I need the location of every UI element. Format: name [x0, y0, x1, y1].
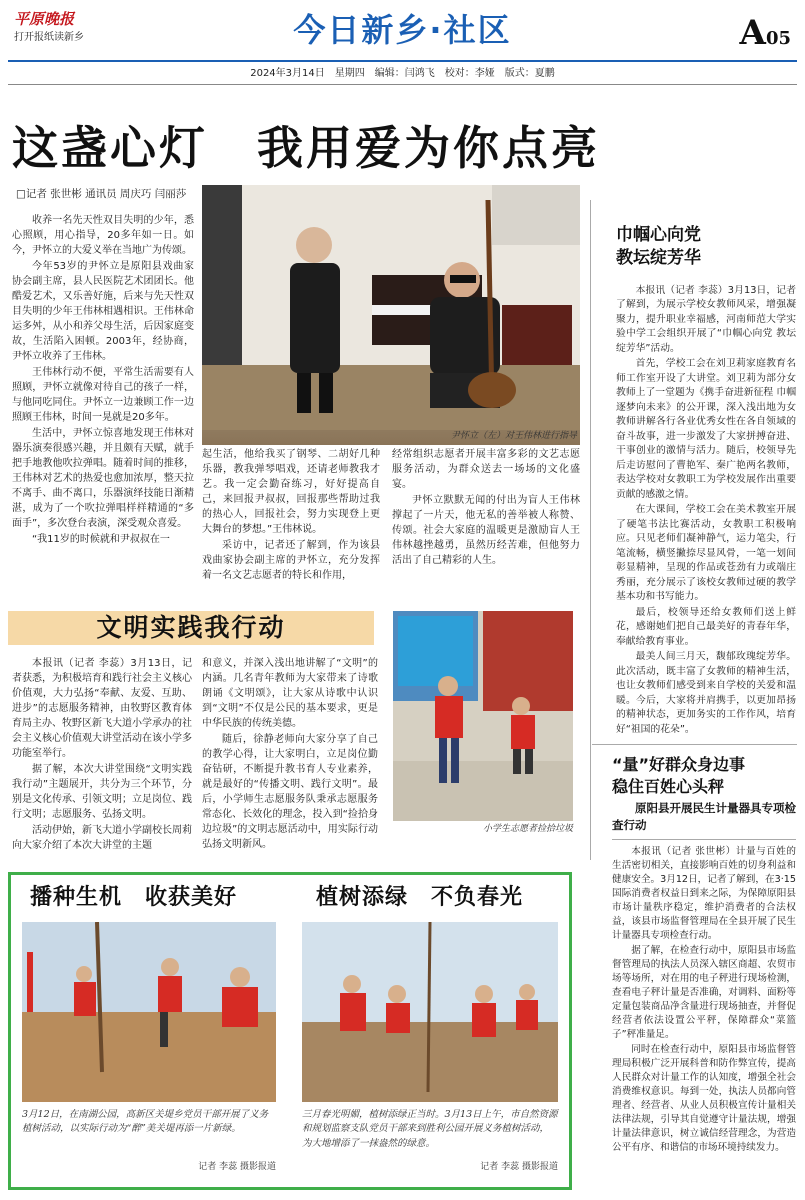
civil-paragraph: 随后，徐静老师向大家分享了自己的教学心得，让大家明白，立足岗位勤奋钻研，不断提升教书育人专业素养，就是最好的“传播文明、践行文明”。最后，小学师生志愿服务队秉承志愿服务常态化、长效化的理念，投入到“捡拾身边垃圾”的文明志愿活动中，用实际行动弘扬文明新风。 — [202, 734, 378, 850]
civil-banner: 文明实践我行动 — [8, 611, 374, 645]
right-top-title-line1: 巾帼心向党 — [616, 225, 701, 245]
main-col-1 — [12, 213, 194, 548]
left-planting-caption: 3月12日，在南湖公园，高新区关堤乡党员干部开展了义务植树活动，以实际行动为“醉”美关堤再添一片新绿。 — [22, 1109, 269, 1135]
civil-paragraph: 和意义，并深入浅出地讲解了“文明”的内涵。几名青年教师为大家带来了诗歌朗诵《文明颂》，让大家从诗歌中认识到“文明”不仅是公民的基本要求，更是中华民族的传统美德。 — [202, 658, 378, 729]
civil-col-1 — [12, 656, 192, 854]
right-top-paragraph: 在大课间，学校工会在美术教室开展了硬笔书法比赛活动，女教职工积极响应。只见老师们凝神静气，运力笔尖，行笔流畅，横竖撇捺尽显风骨，一笔一划间彰显精神，呈现的作品或苍劲有力或端庄秀丽，充分展示了该校女教师过硬的教学基本功和书写能力。 — [616, 504, 796, 603]
main-paragraph: 尹怀立默默无闻的付出为盲人王伟林撑起了一片天，他无私的善举被人称赞、传颂。社会大家庭的温暖更是激励盲人王伟林越挫越勇，虽然历经苦难，但他努力活出了自己精彩的人生。 — [392, 495, 580, 566]
main-col-2 — [202, 447, 380, 584]
civil-photo-caption: 小学生志愿者捡拾垃圾 — [482, 824, 573, 834]
main-paragraph: 起生活，他给我买了钢琴、二胡好几种乐器，教我弹琴唱戏，还请老师教我才艺。我一定会勤奋练习，好好提高自己，来回报尹叔叔，回报那些帮助过我的热心人，回报社会，努力实现登上更大舞台的梦想。”王伟林说。 — [202, 449, 380, 535]
music-scene-illustration — [202, 185, 580, 430]
right-bottom-title-line1: “量”好群众身边事 — [612, 755, 746, 774]
page-letter: A — [739, 13, 766, 53]
main-photo-caption: 尹怀立（左）对王伟林进行指导 — [450, 431, 577, 441]
right-bottom-title — [612, 754, 745, 797]
right-top-paragraph: 最后，校领导还给女教师们送上鲜花，感谢她们把自己最美好的青春年华，奉献给教育事业。 — [616, 606, 796, 647]
right-bottom-title-line2: 稳住百姓心头秤 — [612, 776, 725, 796]
header-divider — [8, 84, 797, 85]
newspaper-slogan: 打开报纸读新乡 — [14, 32, 84, 43]
main-headline: 这盏心灯 我用爱为你点亮 — [12, 121, 600, 175]
left-planting-title: 播种生机 收获美好 — [30, 885, 238, 910]
main-paragraph: 经常组织志愿者开展丰富多彩的文艺志愿服务活动，为群众送去一场场的文化盛宴。 — [392, 449, 580, 490]
civil-paragraph: 据了解，本次大讲堂围绕“文明实践我行动”主题展开，共分为三个环节，分别是文化传承、引领文明；立足岗位、践行文明；志愿服务、弘扬文明。 — [12, 764, 192, 820]
right-bottom-paragraph: 本报讯（记者 张世彬）计量与百姓的生活密切相关，直接影响百姓的切身利益和健康安全。3月12日，记者了解到，在3·15国际消费者权益日到来之际，为保障原阳县市场计量秩序稳定，维护消费者的合法权益，该县市场监督管理局在全县开展了民生计量器具专项检查行动。 — [612, 846, 796, 941]
left-planting-photo — [22, 922, 276, 1102]
civil-col-2 — [202, 656, 378, 853]
right-top-body — [616, 284, 796, 738]
tree-planting-scene-illustration — [302, 922, 558, 1102]
page-number — [740, 8, 791, 59]
right-planting-caption: 三月春光明媚，植树添绿正当时。3月13日上午，市自然资源和规划监察支队党员干部来到胜利公园开展义务植树活动，为大地增添了一抹盎然的绿意。 — [302, 1109, 558, 1149]
main-paragraph: 生活中，尹怀立惊喜地发现王伟林对器乐演奏很感兴趣，并且颇有天赋，就手把手地教他吹拉弹唱。随着时间的推移，王伟林对艺术的热爱也愈加浓厚，整天拉不离手、曲不离口，乐器演绎技能日渐精湛，成为了一个吹拉弹唱样样精通的“多面手”，多次登台表演，深受观众喜爱。 — [12, 428, 194, 529]
civil-paragraph: 活动伊始，新飞大道小学副校长周莉向大家介绍了本次大讲堂的主题 — [12, 825, 192, 851]
subtitle-divider — [612, 839, 796, 840]
right-top-title-line2: 教坛绽芳华 — [616, 247, 701, 268]
right-planting-credit: 记者 李蕊 摄影报道 — [480, 1162, 558, 1172]
civil-photo — [393, 611, 573, 821]
newspaper-logo: 平原晚报 — [14, 10, 75, 28]
volunteer-scene-illustration — [393, 611, 573, 821]
main-photo — [202, 185, 580, 445]
page-digits: 05 — [765, 28, 791, 49]
header-rule — [8, 60, 797, 62]
main-paragraph: 收养一名先天性双目失明的少年，悉心照顾，用心指导，20多年如一日。如今，尹怀立的大爱义举在当地广为传颂。 — [12, 215, 194, 256]
left-planting-credit: 记者 李蕊 摄影报道 — [198, 1162, 276, 1172]
right-bottom-paragraph: 据了解，在检查行动中，原阳县市场监督管理局的执法人员深入辖区商超、农贸市场等场所，对在用的电子秤进行现场检测，查看电子秤计量是否准确，对调料、面粉等定量包装商品净含量进行现场抽查，并督促经营者依法设置公平秤，保障群众“菜篮子”秤准量足。 — [612, 945, 796, 1040]
section-title: 今日新乡·社区 — [293, 11, 512, 49]
right-bottom-body — [612, 845, 796, 1156]
main-paragraph: 王伟林行动不便，平常生活需要有人照顾，尹怀立就像对待自己的孩子一样，与他同吃同住。尹怀立一边兼顾工作一边照顾王伟林，时间一晃就是20多年。 — [12, 367, 194, 423]
main-col-3 — [392, 447, 580, 569]
right-planting-title: 植树添绿 不负春光 — [316, 885, 524, 910]
right-top-paragraph: 本报讯（记者 李蕊）3月13日，记者了解到，为展示学校女教师风采，增强凝聚力，提升职业幸福感，河南师范大学实验中学工会组织开展了“巾帼心向党 教坛绽芳华”活动。 — [616, 285, 796, 354]
right-bottom-subtitle: 原阳县开展民生计量器具专项检查行动 — [612, 801, 796, 833]
right-top-paragraph: 最美人间三月天，馥郁玫瑰绽芳华。此次活动，既丰富了女教师的精神生活，也让女教师们感受到来自学校的关爱和温暖。今后，大家将并肩携手，以更加昂扬的精神状态，更加务实的工作作风，培育好“祖国的花朵”。 — [616, 651, 796, 735]
civil-paragraph: 本报讯（记者 李蕊）3月13日，记者获悉，为积极培育和践行社会主义核心价值观，大力弘扬“奉献、友爱、互助、进步”的志愿服务精神，由牧野区教育体育局主办、牧野区新飞大道小学承办的社会主义核心价值观大讲堂活动在该小学多功能室举行。 — [12, 658, 192, 759]
right-bottom-paragraph: 同时在检查行动中，原阳县市场监督管理局积极广泛开展科普和防作弊宣传，提高人民群众对计量工作的认知度，增强全社会消费维权意识。每到一处，执法人员都向管理者、经营者、从业人员积极宣传计量相关法律法规，引导其自觉遵守计量法规，增强计量法律意识，树立诚信经营理念，为营造公平有序、和谐信的市场环境持续发力。 — [612, 1044, 796, 1153]
right-divider — [592, 744, 797, 745]
issue-meta: 2024年3月14日 星期四 编辑：闫鸿飞 校对：李娅 版式：夏鹏 — [250, 68, 555, 79]
main-paragraph: “我11岁的时候就和尹叔叔在一 — [32, 534, 170, 545]
right-planting-photo — [302, 922, 558, 1102]
planting-scene-illustration — [22, 922, 276, 1102]
main-paragraph: 采访中，记者还了解到，作为该县戏曲家协会副主席的尹怀立，充分发挥着一名文艺志愿者的特长和作用， — [202, 540, 380, 581]
column-divider — [590, 200, 591, 860]
right-top-paragraph: 首先，学校工会在刘卫莉家庭教育名师工作室开设了大讲堂。刘卫莉为部分女教师上了一堂题为《携手奋进新征程 巾帼逐梦向未来》的公开课，深入浅出地为女教师讲解各行各业优秀女性在各自领域的奋斗故事，进一步激发了大家拼搏奋进、干事创业的激情与活力。随后，校领导先后走访慰问了曹艳军、秦广艳两名教师，表达学校对女教职工为学校发展作出重要贡献的感激之情。 — [616, 358, 796, 500]
right-top-title — [616, 224, 701, 270]
main-paragraph: 今年53岁的尹怀立是原阳县戏曲家协会副主席，县人民医院艺术团团长。他酷爱艺术，又乐善好施，后来与先天性双目失明的少年王伟林相遇相识。王伟林命运多舛，从小和养父母生活，后因家庭变故，生活陷入困顿。2003年，经协商，尹怀立收养了王伟林。 — [12, 261, 194, 362]
main-byline: □记者 张世彬 通讯员 周庆巧 闫丽莎 — [16, 188, 187, 200]
